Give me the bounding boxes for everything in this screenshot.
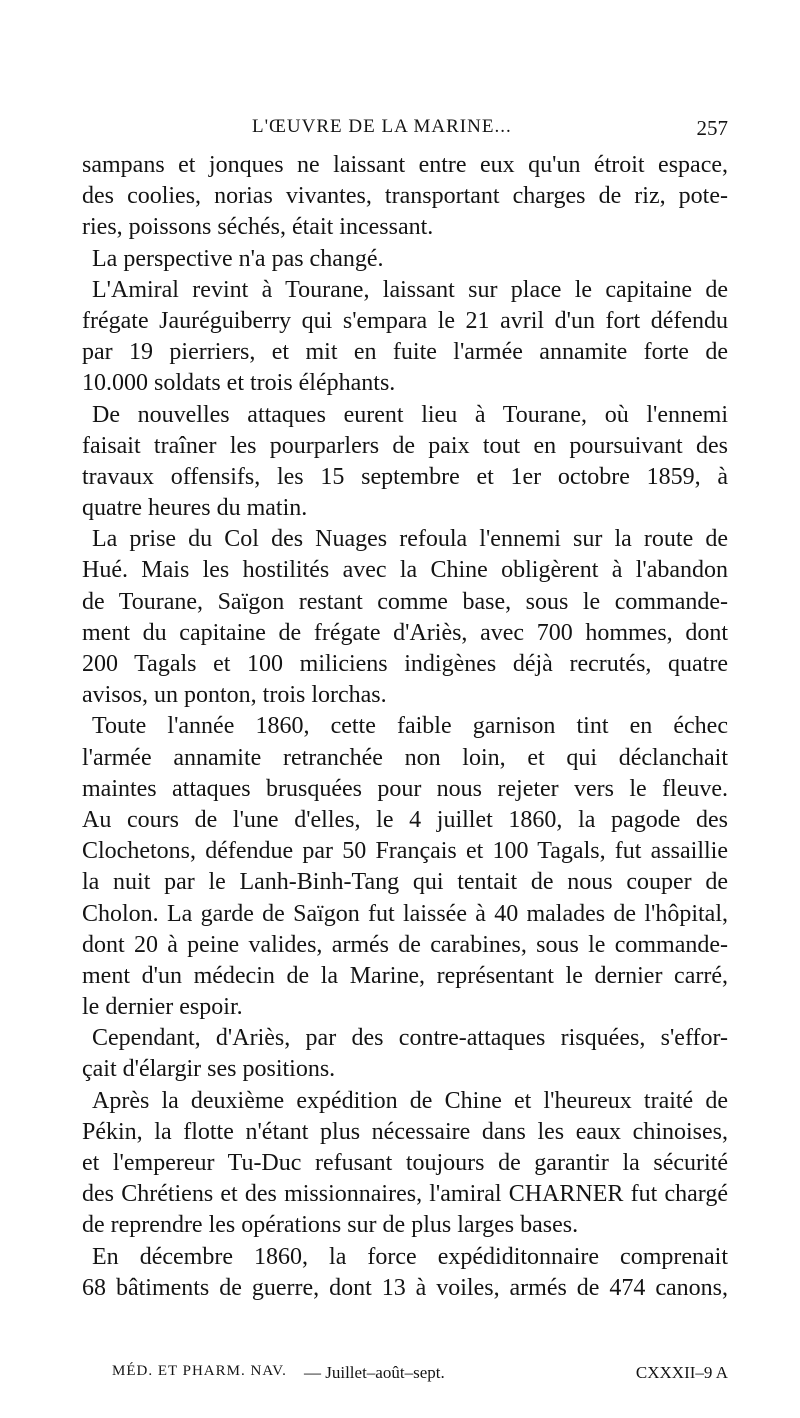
text-line: La prise du Col des Nuages refoula l'ennemi sur la route de — [92, 526, 728, 553]
text-line: avisos, un ponton, trois lorchas. — [82, 682, 387, 709]
text-line: quatre heures du matin. — [82, 495, 308, 522]
footer-signature-mark: CXXXII–9 A — [635, 1363, 728, 1382]
text-line: 200 Tagals et 100 miliciens indigènes déjà recrutés, quatre — [82, 651, 728, 677]
text-line: le dernier espoir. — [82, 994, 243, 1021]
text-line: De nouvelles attaques eurent lieu à Tourane, où l'ennemi — [92, 401, 728, 428]
text-line: de Tourane, Saïgon restant comme base, sous le commande- — [82, 588, 728, 615]
body-text — [82, 150, 728, 1304]
footer-issue-date: — Juillet–août–sept. — [304, 1363, 445, 1382]
text-line: des coolies, norias vivantes, transportant charges de riz, pote- — [82, 183, 728, 210]
text-line: 68 bâtiments de guerre, dont 13 à voiles, armés de 474 canons, — [82, 1274, 728, 1301]
text-line: et l'empereur Tu-Duc refusant toujours de garantir la sécurité — [82, 1150, 728, 1176]
text-line: çait d'élargir ses positions. — [82, 1056, 336, 1083]
text-line: travaux offensifs, les 15 septembre et 1er octobre 1859, à — [82, 463, 728, 490]
text-line: Cholon. La garde de Saïgon fut laissée à 40 malades de l'hôpital, — [82, 900, 728, 927]
text-line: La perspective n'a pas changé. — [92, 245, 384, 272]
text-line: ment du capitaine de frégate d'Ariès, avec 700 hommes, dont — [82, 619, 728, 646]
text-line: Après la deuxième expédition de Chine et l'heureux traité de — [92, 1087, 728, 1114]
text-line: ries, poissons séchés, était incessant. — [82, 214, 434, 241]
text-line: Hué. Mais les hostilités avec la Chine obligèrent à l'abandon — [82, 557, 728, 584]
page-number: 257 — [696, 116, 728, 140]
text-line: faisait traîner les pourparlers de paix tout en poursuivant des — [82, 432, 728, 459]
running-title: L'ŒUVRE DE LA MARINE... — [252, 116, 512, 137]
text-line: Toute l'année 1860, cette faible garnison tint en échec — [92, 713, 728, 740]
text-line: ment d'un médecin de la Marine, représentant le dernier carré, — [82, 962, 728, 989]
page-header — [82, 116, 728, 144]
text-line: par 19 pierriers, et mit en fuite l'armée annamite forte de — [82, 339, 728, 366]
text-line: sampans et jonques ne laissant entre eux qu'un étroit espace, — [82, 152, 728, 178]
text-line: Au cours de l'une d'elles, le 4 juillet 1860, la pagode des — [82, 806, 728, 833]
text-line: Cependant, d'Ariès, par des contre-attaques risquées, s'effor- — [92, 1025, 728, 1052]
footer-journal: MÉD. ET PHARM. NAV. — [112, 1363, 287, 1379]
text-line: de reprendre les opérations sur de plus larges bases. — [82, 1212, 579, 1239]
text-line: dont 20 à peine valides, armés de carabines, sous le commande- — [82, 931, 728, 958]
text-line: Clochetons, défendue par 50 Français et 100 Tagals, fut assaillie — [82, 838, 728, 865]
text-line: Pékin, la flotte n'étant plus nécessaire dans les eaux chinoises, — [82, 1118, 728, 1145]
text-line: frégate Jauréguiberry qui s'empara le 21 avril d'un fort défendu — [82, 307, 728, 334]
text-line: maintes attaques brusquées pour nous rejeter vers le fleuve. — [82, 775, 728, 802]
text-line: En décembre 1860, la force expédiditonnaire comprenait — [92, 1243, 728, 1270]
text-line: des Chrétiens et des missionnaires, l'amiral CHARNER fut chargé — [82, 1181, 728, 1208]
text-line: l'armée annamite retranchée non loin, et qui déclanchait — [82, 744, 728, 771]
document-page — [82, 0, 728, 1418]
text-line: 10.000 soldats et trois éléphants. — [82, 370, 396, 397]
text-line: la nuit par le Lanh-Binh-Tang qui tentait de nous couper de — [82, 869, 728, 896]
text-line: L'Amiral revint à Tourane, laissant sur place le capitaine de — [92, 276, 728, 303]
page-footer — [112, 1363, 728, 1387]
